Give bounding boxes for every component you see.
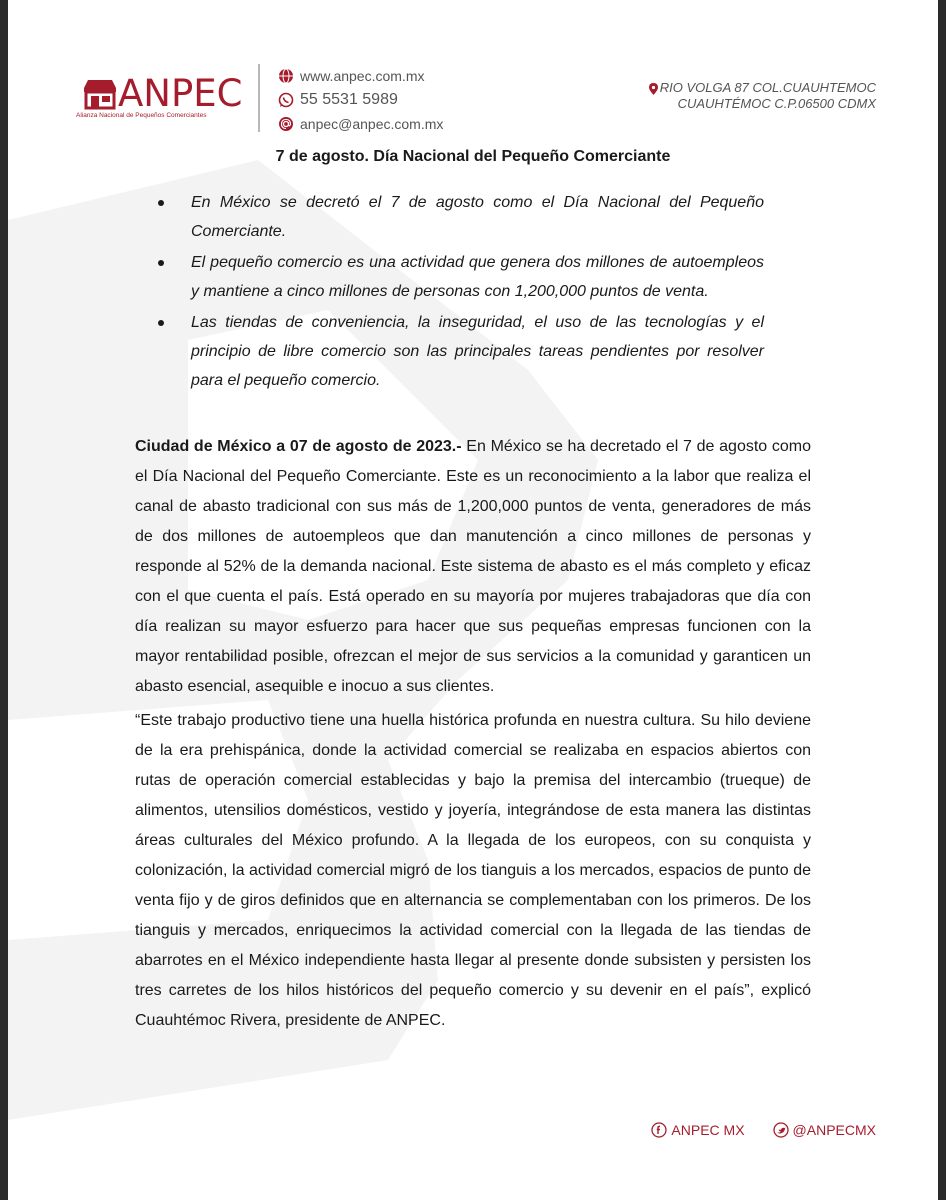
twitter-link[interactable] [773,1122,876,1138]
at-icon [278,116,294,132]
address-line-2: CUAUHTÉMOC C.P.06500 CDMX [677,96,876,111]
location-pin-icon [649,83,658,95]
address-line-1: RIO VOLGA 87 COL.CUAUHTEMOC [659,80,876,95]
twitter-icon [773,1122,789,1138]
twitter-handle[interactable]: @ANPECMX [792,1122,876,1138]
bullet-text: Las tiendas de conveniencia, la inseguridad, el uso de las tecnologías y el principio de libre comercio son las principales tareas pendientes por resolver para el pequeño comercio. [191,314,764,389]
social-footer [623,1122,876,1138]
body-paragraph-1 [135,432,811,702]
logo-acronym: ANPEC [118,72,243,115]
website-row[interactable] [278,64,443,88]
whatsapp-icon [278,92,294,108]
bullet-dot [158,260,164,266]
website-link[interactable]: www.anpec.com.mx [300,68,425,84]
dateline: Ciudad de México a 07 de agosto de 2023.- [135,438,462,455]
left-frame-border [0,0,8,1200]
bullet-text: En México se decretó el 7 de agosto como el Día Nacional del Pequeño Comerciante. [191,194,764,240]
document-title: 7 de agosto. Día Nacional del Pequeño Comerciante [275,148,671,165]
facebook-link[interactable] [651,1122,744,1138]
logo-tagline: Alianza Nacional de Pequeños Comerciantes [76,112,207,119]
highlights-list [158,188,764,397]
list-item [158,308,764,395]
phone-row[interactable] [278,88,443,112]
email-link[interactable]: anpec@anpec.com.mx [300,116,444,132]
bullet-dot [158,200,164,206]
phone-number[interactable]: 55 5531 5989 [300,91,398,108]
right-frame-border [938,0,946,1200]
body-paragraph-2: “Este trabajo productivo tiene una huella histórica profunda en nuestra cultura. Su hilo deviene de la era prehispánica, donde la actividad comercial se realizaba en espacios abiertos con rutas de operación comercial establecidas y bajo la premisa del intercambio (trueque) de alimentos, utensilios domésticos, vestido y joyería, integrándose de esta manera las distintas áreas culturales del México profundo. A la llegada de los europeos, con su conquista y colonización, la actividad comercial migró de los tianguis a los mercados, espacios de punto de venta fijo y de giros definidos que en alternancia se complementaban con los primeros. De los tianguis y mercados, enriquecimos la actividad comercial con la llegada de las tiendas de abarrotes en el México independiente hasta llegar al presente donde subsisten y persisten los tres carretes de los hilos históricos del pequeño comercio y su devenir en el país”, explicó Cuauhtémoc Rivera, presidente de ANPEC. [135,712,811,1029]
paragraph-text: En México se ha decretado el 7 de agosto como el Día Nacional del Pequeño Comerciante. Este es un reconocimiento a la labor que realiza el canal de abasto tradicional con sus más de 1,200,000 puntos de venta, generadores de más de dos millones de autoempleos que dan manutención a cinco millones de personas y responde al 52% de la demanda nacional. Este sistema de abasto es el más completo y eficaz con el que cuenta el país. Está operado en su mayoría por mujeres trabajadoras que día con día realizan su mayor esfuerzo para hacer que sus pequeñas empresas funcionen con la mayor rentabilidad posible, ofrezcan el mejor de sus servicios a la comunidad y garanticen un abasto esencial, asequible e inocuo a sus clientes. [135,438,812,695]
contact-list [278,64,443,136]
store-logo-icon [82,78,118,110]
bullet-dot [158,320,164,326]
bullet-text: El pequeño comercio es una actividad que genera dos millones de autoempleos y mantiene a cinco millones de personas con 1,200,000 puntos de venta. [191,254,764,300]
anpec-logo [76,72,246,128]
globe-icon [278,68,294,84]
facebook-icon [651,1122,667,1138]
email-row[interactable] [278,112,443,136]
header-divider [258,64,260,132]
address-block [649,80,876,112]
facebook-handle[interactable]: ANPEC MX [671,1122,745,1138]
document-page [8,0,938,1200]
list-item [158,248,764,306]
list-item [158,188,764,246]
